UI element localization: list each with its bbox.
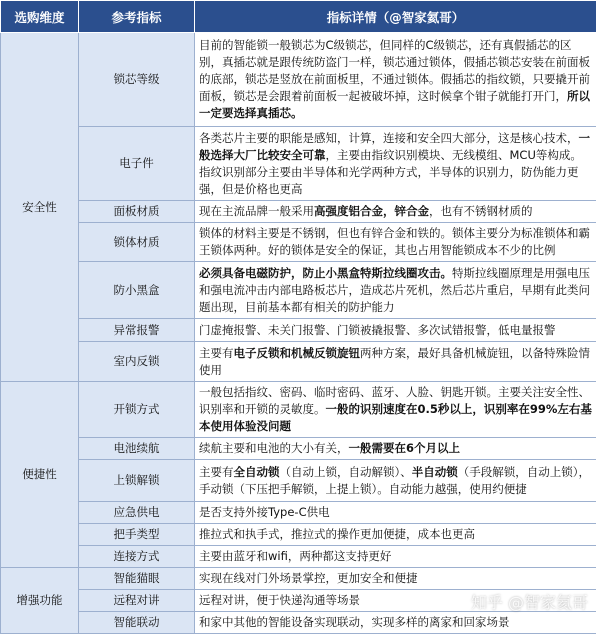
indicator-cell: 连接方式 xyxy=(79,546,195,568)
indicator-cell: 智能联动 xyxy=(79,612,195,634)
table-row xyxy=(1,590,596,612)
table-row xyxy=(1,502,596,524)
detail-cell xyxy=(195,262,596,319)
indicator-cell: 应急供电 xyxy=(79,502,195,524)
header-indicator: 参考指标 xyxy=(79,1,195,33)
detail-text: 门虚掩报警、未关门报警、门锁被撬报警、多次试错报警，低电量报警 xyxy=(199,323,556,337)
indicator-cell: 电子件 xyxy=(79,127,195,201)
detail-text: ，主要由指纹识别模块、无线模组、MCU等构成。指纹识别部分主要由半导体和光学两种方式，半导体的识别力，防伪能力更强，但是价格也更高 xyxy=(199,148,582,196)
table-row xyxy=(1,438,596,460)
detail-text: （自动上锁，自动解锁）、 xyxy=(280,465,412,479)
header-dimension: 选购维度 xyxy=(1,1,79,33)
detail-text: 两种方案，最好具备机械旋钮，以备特殊险情使用 xyxy=(199,346,590,377)
detail-text: 主要有 xyxy=(199,346,234,360)
indicator-cell: 面板材质 xyxy=(79,201,195,223)
indicator-cell: 锁芯等级 xyxy=(79,33,195,127)
detail-text: 目前的智能锁一般锁芯为C级锁芯，但同样的C级锁芯，还有真假插芯的区别，真插芯就是跟传统防盗门一样，锁芯通过锁体，假插芯锁芯安装在前面板的底部，锁芯是竖放在前面板里，不通过锁体。假插芯的指纹锁，只要撬开前面板，锁芯是会跟着前面板一起被破坏掉，这时候拿个钳子就能打开门， xyxy=(199,38,590,103)
indicator-cell: 锁体材质 xyxy=(79,223,195,262)
indicator-cell: 上锁解锁 xyxy=(79,460,195,502)
table-row xyxy=(1,201,596,223)
detail-highlight: 半自动锁 xyxy=(412,465,458,479)
indicator-cell: 远程对讲 xyxy=(79,590,195,612)
detail-highlight: 高强度铝合金，锌合金 xyxy=(314,204,429,218)
detail-cell xyxy=(195,438,596,460)
detail-cell xyxy=(195,546,596,568)
detail-cell xyxy=(195,319,596,342)
detail-highlight: 一般需要在6个月以上 xyxy=(349,441,461,455)
watermark: 知乎 @智家氦哥 xyxy=(471,590,588,613)
detail-text: 是否支持外接Type-C供电 xyxy=(199,505,330,519)
category-enhanced: 增强功能 xyxy=(1,568,79,634)
detail-cell xyxy=(195,33,596,127)
indicator-cell: 智能猫眼 xyxy=(79,568,195,590)
detail-cell xyxy=(195,612,596,634)
detail-cell xyxy=(195,524,596,546)
detail-highlight: 电子反锁和机械反锁旋钮 xyxy=(234,346,361,360)
indicator-cell: 室内反锁 xyxy=(79,342,195,382)
detail-highlight: 全自动锁 xyxy=(234,465,280,479)
detail-cell xyxy=(195,502,596,524)
table-row xyxy=(1,546,596,568)
detail-text: 一般包括指纹、密码、临时密码、蓝牙、人脸、钥匙开锁。主要关注安全性、识别率和开锁的灵敏度。 xyxy=(199,385,590,416)
detail-cell xyxy=(195,590,596,612)
detail-text: 和家中其他的智能设备实现联动，实现多样的离家和回家场景 xyxy=(199,615,510,629)
detail-highlight: 必须具备电磁防护，防止小黑盒特斯拉线圈攻击。 xyxy=(199,266,452,280)
indicator-cell: 电池续航 xyxy=(79,438,195,460)
table-row xyxy=(1,568,596,590)
table-row xyxy=(1,460,596,502)
detail-cell xyxy=(195,127,596,201)
detail-highlight: 一般选择大厂比较安全可靠 xyxy=(199,131,590,162)
indicator-cell: 防小黑盒 xyxy=(79,262,195,319)
category-safety: 安全性 xyxy=(1,33,79,382)
detail-text: 主要由蓝牙和wifi，两种都这支持更好 xyxy=(199,549,391,563)
table-row xyxy=(1,262,596,319)
indicator-cell: 开锁方式 xyxy=(79,382,195,438)
detail-text: 各类芯片主要的职能是感知，计算，连接和安全四大部分，这是核心技术， xyxy=(199,131,579,145)
table-row xyxy=(1,382,596,438)
table-row xyxy=(1,342,596,382)
detail-cell xyxy=(195,342,596,382)
detail-text: （手段解锁，自动上锁），手动锁（下压把手解锁，上提上锁）。自动能力越强，使用约便捷 xyxy=(199,465,590,496)
detail-text: 主要有 xyxy=(199,465,234,479)
detail-cell xyxy=(195,223,596,262)
detail-text: 现在主流品牌一般采用 xyxy=(199,204,314,218)
detail-cell xyxy=(195,201,596,223)
table-row xyxy=(1,319,596,342)
table-row xyxy=(1,612,596,634)
detail-text: 实现在线对门外场景掌控，更加安全和便捷 xyxy=(199,571,418,585)
detail-text: 特斯拉线圈原理是用强电压和强电流冲击内部电路板芯片，造成芯片死机，然后芯片重启，早期有此类问题出现，目前基本都有相关的防护能力 xyxy=(199,266,590,314)
table-row xyxy=(1,127,596,201)
category-convenience: 便捷性 xyxy=(1,382,79,568)
detail-text: 推拉式和执手式，推拉式的操作更加便捷，成本也更高 xyxy=(199,527,475,541)
detail-text: 续航主要和电池的大小有关， xyxy=(199,441,349,455)
indicator-cell: 异常报警 xyxy=(79,319,195,342)
detail-cell xyxy=(195,460,596,502)
detail-highlight: 一般的识别速度在0.5秒以上，识别率在99%左右基本使用体验没问题 xyxy=(199,402,592,433)
table-row xyxy=(1,33,596,127)
table-row xyxy=(1,524,596,546)
table-row xyxy=(1,223,596,262)
detail-cell xyxy=(195,382,596,438)
indicator-cell: 把手类型 xyxy=(79,524,195,546)
detail-text: 锁体的材料主要是不锈钢，但也有锌合金和铁的。锁体主要分为标准锁体和霸王锁体两种。好的锁体是安全的保证，其也占用智能锁成本不少的比例 xyxy=(199,226,590,257)
detail-highlight: 所以一定要选择真插芯。 xyxy=(199,89,590,120)
header-row xyxy=(1,1,596,33)
detail-text: 远程对讲，便于快递沟通等场景 xyxy=(199,593,360,607)
detail-cell xyxy=(195,568,596,590)
detail-text: ，也有不锈钢材质的 xyxy=(429,204,533,218)
header-detail: 指标详情（@智家氦哥） xyxy=(195,1,596,33)
